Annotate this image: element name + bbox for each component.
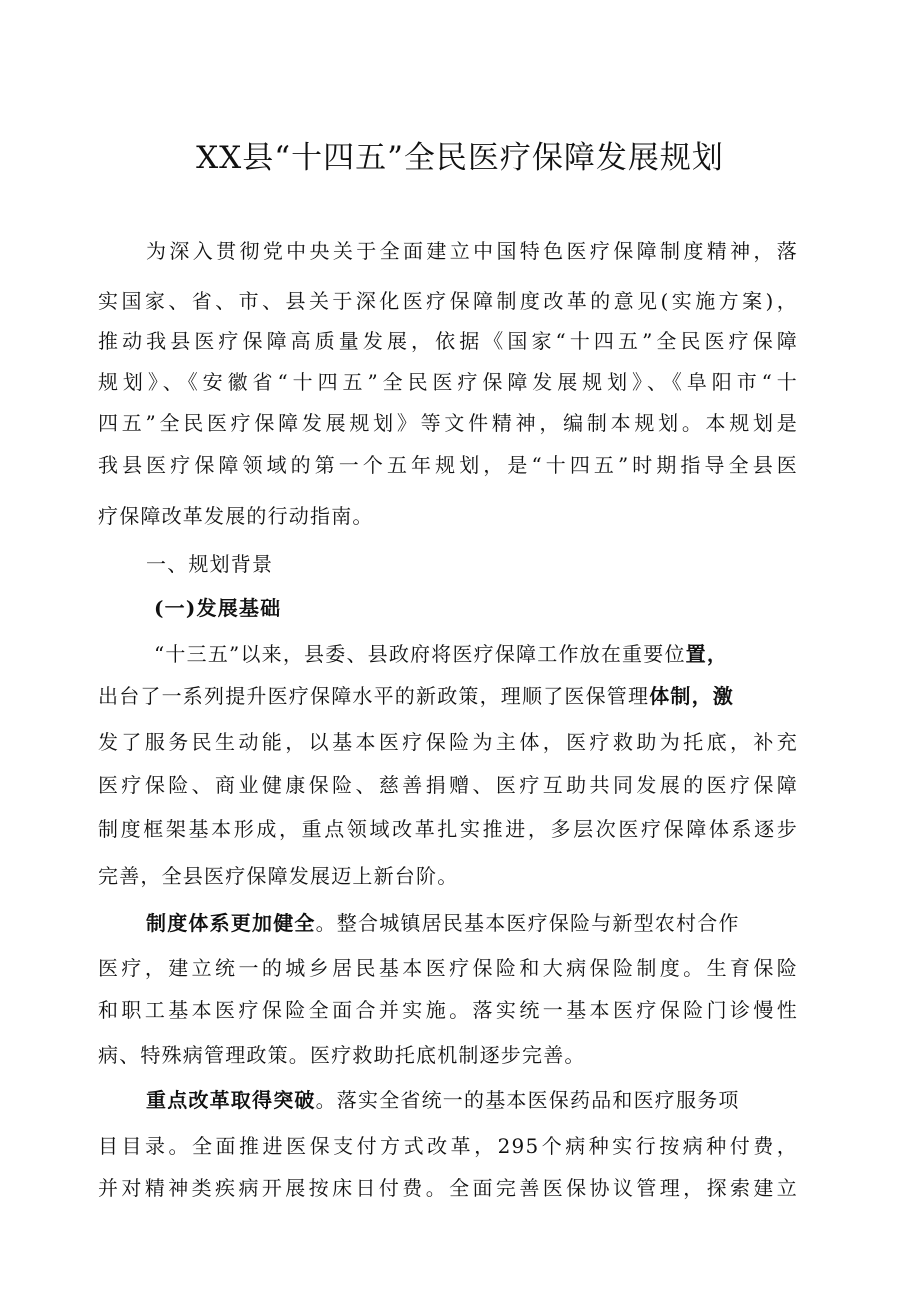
para1-line-1 <box>98 639 798 669</box>
page-title: XX县“十四五”全民医疗保障发展规划 <box>196 140 724 176</box>
para2-line-1-text: 。整合城镇居民基本医疗保险与新型农村合作 <box>315 911 740 935</box>
para1-line-6: 完善，全县医疗保障发展迈上新台阶。 <box>98 864 459 888</box>
para1-line-1-bold: 置， <box>685 642 729 666</box>
intro-line-4: 规划》、《安徽省“十四五”全民医疗保障发展规划》、《阜阳市“十 <box>98 370 798 394</box>
para2-line-3: 和职工基本医疗保险全面合并实施。落实统一基本医疗保险门诊慢性 <box>98 998 798 1022</box>
intro-line-2: 实国家、省、市、县关于深化医疗保障制度改革的意见(实施方案)， <box>98 289 798 313</box>
intro-line-1: 为深入贯彻党中央关于全面建立中国特色医疗保障制度精神，落 <box>146 239 798 263</box>
intro-line-5: 四五”全民医疗保障发展规划》等文件精神，编制本规划。本规划是 <box>98 411 798 435</box>
para3-line-1 <box>98 1085 798 1115</box>
para1-line-2 <box>98 681 798 711</box>
para2-line-2: 医疗，建立统一的城乡居民基本医疗保险和大病保险制度。生育保险 <box>98 956 798 980</box>
para2-heading: 制度体系更加健全 <box>146 911 316 935</box>
intro-line-6: 我县医疗保障领域的第一个五年规划，是“十四五”时期指导全县医 <box>98 453 798 477</box>
para1-line-3: 发了服务民生动能，以基本医疗保险为主体，医疗救助为托底，补充 <box>98 730 798 754</box>
para1-line-4: 医疗保险、商业健康保险、慈善捐赠、医疗互助共同发展的医疗保障 <box>98 773 798 797</box>
para3-line-2: 目目录。全面推进医保支付方式改革，295个病种实行按病种付费， <box>98 1134 798 1158</box>
para1-line-5: 制度框架基本形成，重点领域改革扎实推进，多层次医疗保障体系逐步 <box>98 817 798 841</box>
para1-line-2-bold: 体制，激 <box>649 684 735 708</box>
section-heading: 一、规划背景 <box>146 552 274 576</box>
subsection-heading: (一)发展基础 <box>154 596 282 620</box>
intro-line-3: 推动我县医疗保障高质量发展，依据《国家“十四五”全民医疗保障 <box>98 329 798 353</box>
para1-line-2-text: 出台了一系列提升医疗保障水平的新政策，理顺了医保管理 <box>98 684 650 708</box>
para1-line-1-text: “十三五”以来，县委、县政府将医疗保障工作放在重要位 <box>154 642 686 666</box>
para2-line-1 <box>98 908 798 938</box>
para2-line-4: 病、特殊病管理政策。医疗救助托底机制逐步完善。 <box>98 1043 586 1067</box>
para3-line-1-text: 。落实全省统一的基本医保药品和医疗服务项 <box>315 1088 740 1112</box>
para3-heading: 重点改革取得突破 <box>146 1088 316 1112</box>
para3-line-3: 并对精神类疾病开展按床日付费。全面完善医保协议管理，探索建立 <box>98 1176 798 1200</box>
intro-line-7: 疗保障改革发展的行动指南。 <box>98 504 374 528</box>
